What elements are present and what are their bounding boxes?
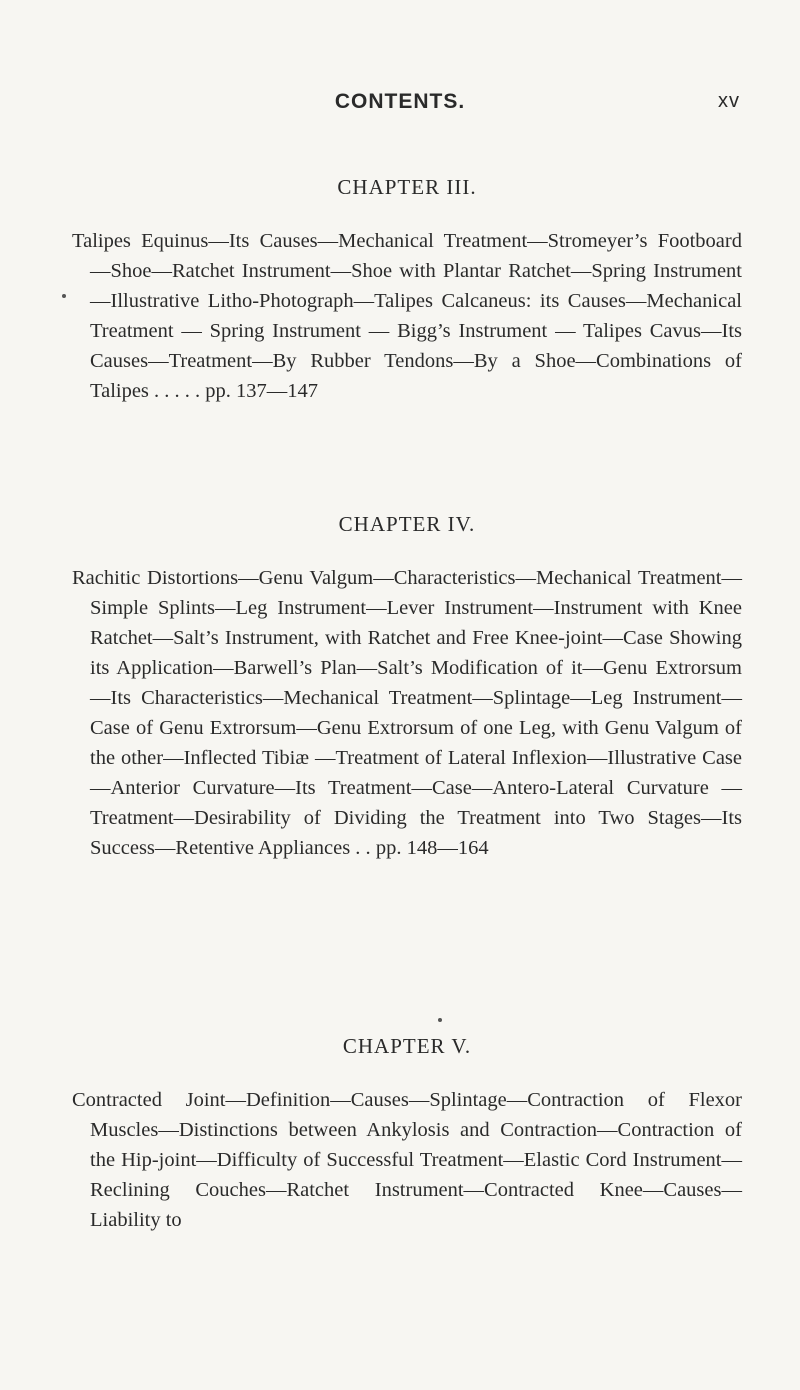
chapter-iv	[72, 512, 742, 863]
chapter-title: CHAPTER III.	[337, 175, 477, 199]
chapter-v	[72, 1034, 742, 1235]
chapter-summary-text: Talipes Equinus—Its Causes—Mechanical Treatment—Stromeyer’s Footboard—Shoe—Ratchet Instrument—Shoe with Plantar Ratchet—Spring Instrument—Illustrative Litho-Photograph—Talipes Calcaneus: its Causes—Mechanical Treatment — Spring Instrument — Bigg’s Instrument — Talipes Cavus—Its Causes—Treatment—By Rubber Tendons—By a Shoe—Combinations of Talipes . . . . .	[72, 230, 742, 402]
chapter-title: CHAPTER V.	[342, 1034, 472, 1058]
chapter-summary	[72, 226, 742, 406]
page-header	[0, 90, 800, 120]
chapter-summary	[72, 563, 742, 863]
page-range: pp. 137—147	[205, 380, 319, 402]
chapter-iii	[72, 175, 742, 406]
chapter-title: CHAPTER IV.	[338, 512, 476, 536]
print-speck	[62, 294, 66, 298]
running-title: CONTENTS.	[334, 90, 466, 113]
chapter-summary	[72, 1085, 742, 1235]
print-speck	[438, 1018, 442, 1022]
chapter-summary-text: Contracted Joint—Definition—Causes—Splintage—Contraction of Flexor Muscles—Distinctions between Ankylosis and Contraction—Contraction of the Hip-joint—Difficulty of Successful Treatment—Elastic Cord Instrument—Reclining Couches—Ratchet Instrument—Contracted Knee—Causes—Liability to	[72, 1089, 742, 1231]
page-range: pp. 148—164	[375, 837, 489, 859]
page-number: xv	[718, 90, 740, 112]
chapter-summary-text: Rachitic Distortions—Genu Valgum—Characteristics—Mechanical Treatment—Simple Splints—Leg Instrument—Lever Instrument—Instrument with Knee Ratchet—Salt’s Instrument, with Ratchet and Free Knee-joint—Case Showing its Application—Barwell’s Plan—Salt’s Modification of it—Genu Extrorsum—Its Characteristics—Mechanical Treatment—Splintage—Leg Instrument—Case of Genu Extrorsum—Genu Extrorsum of one Leg, with Genu Valgum of the other—Inflected Tibiæ —Treatment of Lateral Inflexion—Illustrative Case—Anterior Curvature—Its Treatment—Case—Antero-Lateral Curvature —Treatment—Desirability of Dividing the Treatment into Two Stages—Its Success—Retentive Appliances . .	[72, 567, 742, 859]
